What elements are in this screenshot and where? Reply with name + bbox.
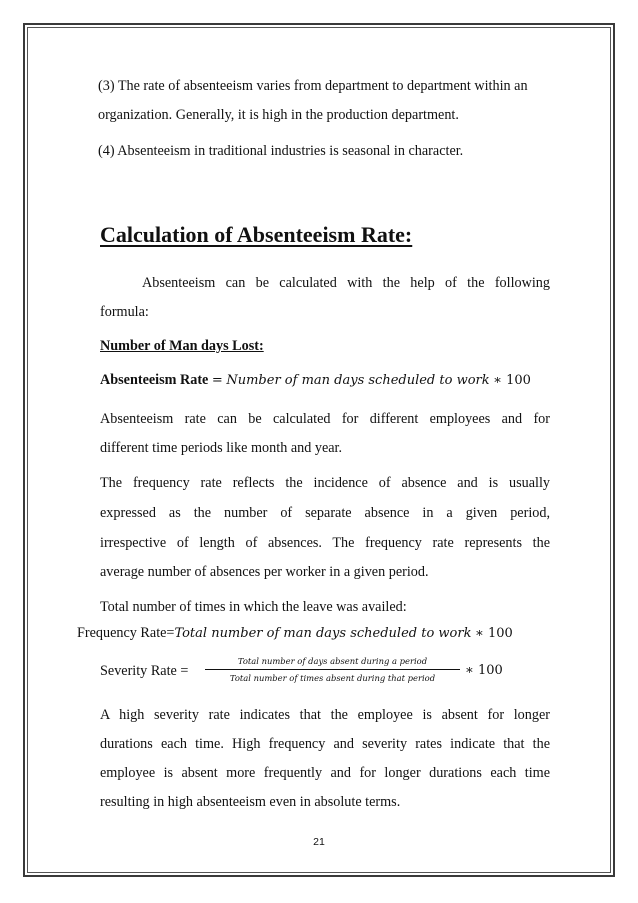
paragraph-3-line-3: employee is absent more frequently and for longer durations each time bbox=[100, 765, 550, 781]
section-heading: Calculation of Absenteeism Rate: bbox=[100, 222, 413, 247]
paragraph-2-line-2: expressed as the number of separate absence in a given period, bbox=[100, 505, 550, 521]
multiply-100: ∗ 100 bbox=[493, 373, 531, 388]
subheading-man-days-lost: Number of Man days Lost: bbox=[100, 338, 264, 354]
severity-multiply-100: ∗ 100 bbox=[465, 663, 503, 678]
total-times-line: Total number of times in which the leave was availed: bbox=[100, 599, 407, 615]
paragraph-3-line-1: A high severity rate indicates that the employee is absent for longer bbox=[100, 707, 550, 723]
intro-line-1: Absenteeism can be calculated with the help of the following bbox=[142, 275, 550, 291]
frequency-formula-expression: Total number of man days scheduled to work bbox=[174, 626, 472, 641]
severity-numerator: Total number of days absent during a period bbox=[205, 655, 460, 670]
paragraph-2-line-1: The frequency rate reflects the incidence of absence and is usually bbox=[100, 475, 550, 491]
absenteeism-rate-label: Absenteeism Rate bbox=[100, 372, 209, 388]
severity-fraction bbox=[205, 655, 460, 684]
page-number: 21 bbox=[313, 836, 325, 848]
paragraph-2-line-4: average number of absences per worker in a given period. bbox=[100, 564, 429, 580]
paragraph-1-line-1: Absenteeism rate can be calculated for different employees and for bbox=[100, 411, 550, 427]
paragraph-1-line-2: different time periods like month and year. bbox=[100, 440, 343, 456]
paragraph-3-line-2: durations each time. High frequency and severity rates indicate that the bbox=[100, 736, 550, 752]
frequency-rate-formula bbox=[77, 618, 513, 649]
equals-sign: = bbox=[211, 373, 223, 388]
item-4: (4) Absenteeism in traditional industries is seasonal in character. bbox=[98, 143, 464, 159]
paragraph-2-line-3: irrespective of length of absences. The frequency rate represents the bbox=[100, 535, 550, 551]
absenteeism-rate-formula bbox=[100, 365, 531, 396]
intro-line-2: formula: bbox=[100, 304, 149, 320]
item-3-line-1: (3) The rate of absenteeism varies from department to department within an bbox=[98, 78, 528, 94]
frequency-multiply-100: ∗ 100 bbox=[475, 626, 513, 641]
frequency-rate-label: Frequency Rate= bbox=[77, 625, 175, 641]
severity-rate-label: Severity Rate = bbox=[100, 663, 189, 679]
severity-denominator: Total number of times absent during that period bbox=[229, 673, 436, 683]
paragraph-3-line-4: resulting in high absenteeism even in absolute terms. bbox=[100, 794, 401, 810]
item-3-line-2: organization. Generally, it is high in the production department. bbox=[98, 107, 459, 123]
absenteeism-formula-expression: Number of man days scheduled to work bbox=[226, 373, 490, 388]
